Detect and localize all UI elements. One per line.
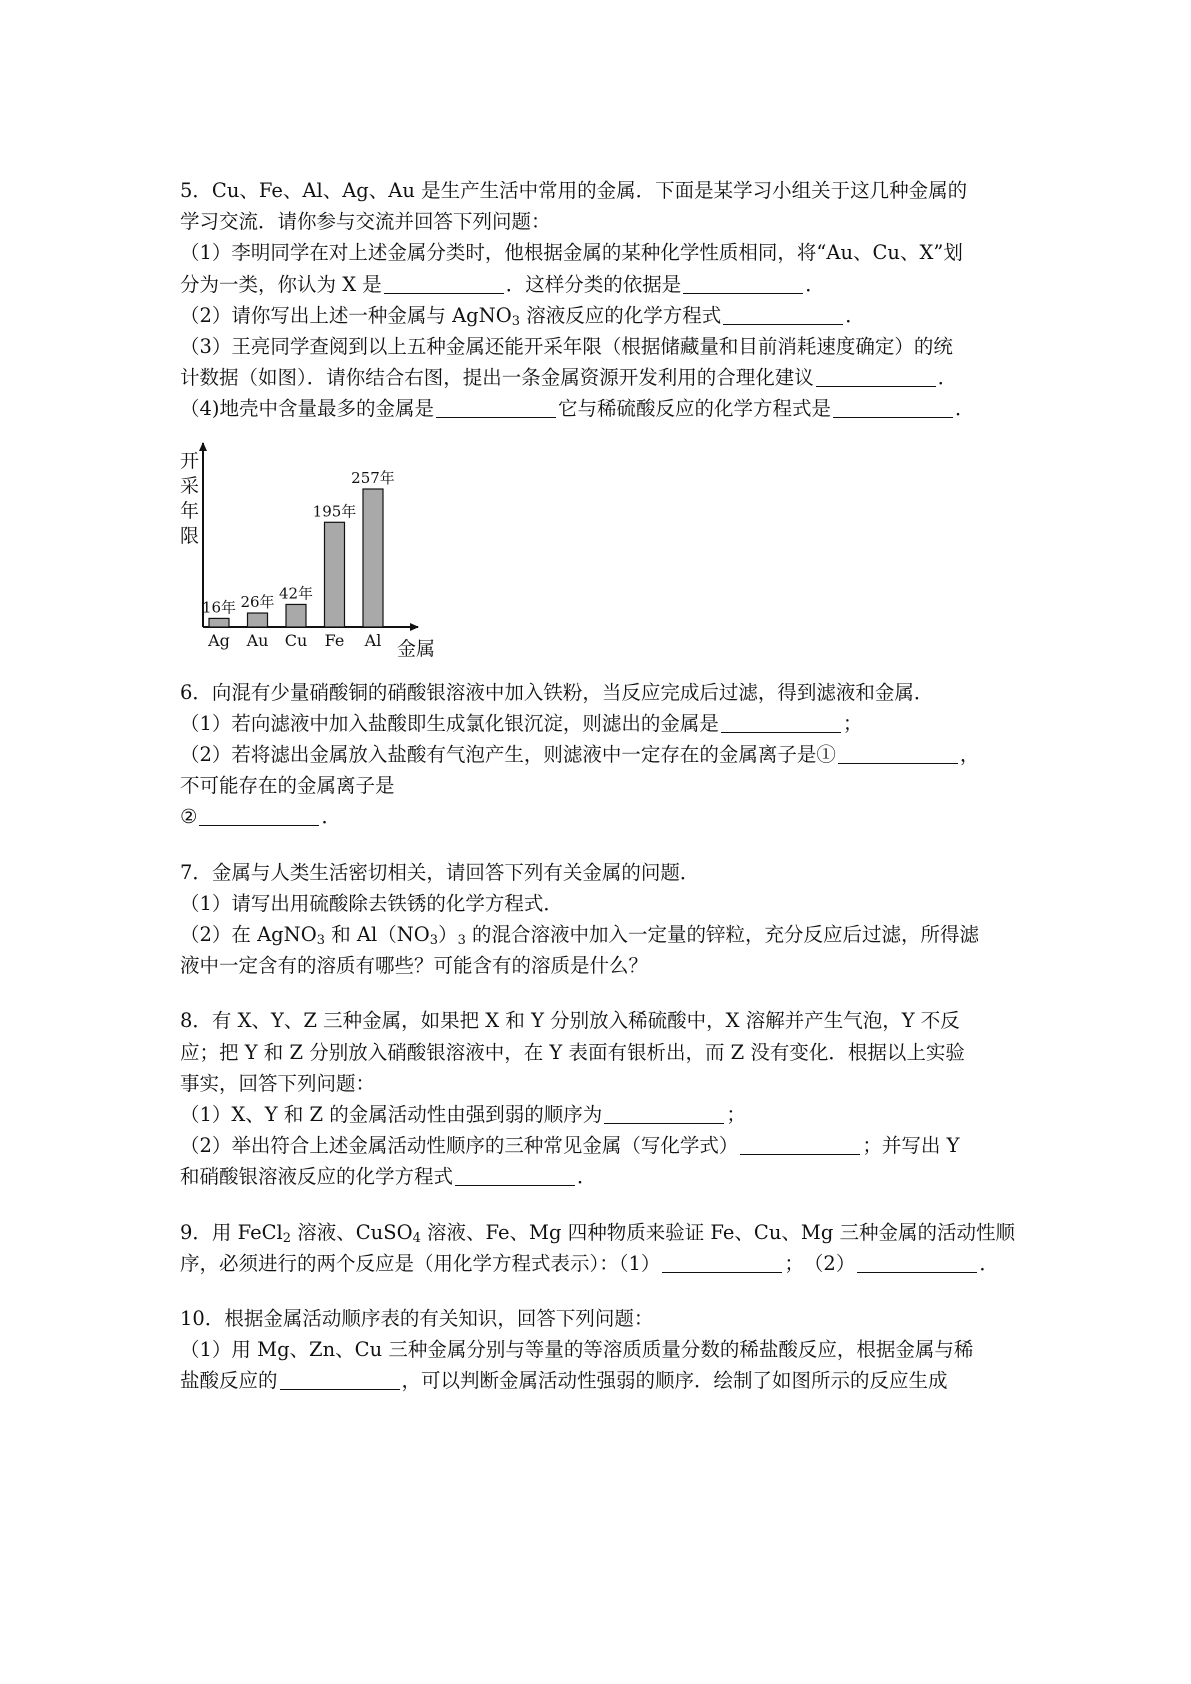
q5-part3-line-2: 计数据（如图）．请你结合右图，提出一条金属资源开发利用的合理化建议 ． (180, 366, 958, 390)
bar-cu (286, 604, 306, 627)
bar-au (248, 613, 268, 627)
q8-stem-line-2: 应；把 Y 和 Z 分别放入硝酸银溶液中，在 Y 表面有银析出，而 Z 没有变化．根据以上实验 (180, 1040, 965, 1064)
q7-part2-line-2: 液中一定含有的溶质有哪些？可能含有的溶质是什么？ (180, 954, 649, 978)
q8-part1: （1）X、Y 和 Z 的金属活动性由强到弱的顺序为 ； (180, 1103, 746, 1127)
category-label-al: Al (364, 630, 382, 650)
category-label-au: Au (246, 630, 269, 650)
answer-blank-three-metals[interactable] (740, 1134, 860, 1155)
question-5 (180, 175, 1012, 661)
q9-line-2: 序，必须进行的两个反应是（用化学方程式表示）：（1） ； （2） ． (180, 1251, 999, 1275)
q9-line-1: 9．用 FeCl$_2$ 溶液、CuSO$_4$ 溶液、Fe、Mg 四种物质来验证 Fe、Cu、Mg 三种金属的活动性顺 (180, 1220, 1016, 1246)
answer-blank-equation[interactable] (723, 304, 843, 325)
category-label-fe: Fe (324, 630, 345, 650)
bar-fe (325, 522, 345, 627)
answer-blank-basis[interactable] (683, 273, 803, 294)
category-label-cu: Cu (284, 630, 308, 650)
q5-part1-line-2: 分为一类，你认为 X 是 ．这样分类的依据是 ． (180, 272, 825, 296)
data-label-cu: 42年 (278, 584, 314, 603)
data-label-au: 26年 (240, 592, 275, 611)
q7-part2-line-1: （2）在 AgNO$_3$ 和 $Al(NO_3)_3$ 的混合溶液中加入一定量的锌粒，充分反应后过滤，所得滤 (180, 923, 980, 949)
q8-part2-line-1: （2）举出符合上述金属活动性顺序的三种常见金属（写化学式） ；并写出 Y (180, 1134, 960, 1158)
answer-blank-suggestion[interactable] (816, 366, 936, 387)
q6-part2-line-2: 不可能存在的金属离子是 (180, 774, 395, 798)
mining-years-bar-chart (180, 439, 450, 661)
data-label-fe: 195年 (312, 501, 357, 520)
q8-stem-line-3: 事实，回答下列问题： (180, 1071, 376, 1095)
question-8 (180, 1005, 1012, 1192)
q6-part2-line-1: （2）若将滤出金属放入盐酸有气泡产生，则滤液中一定存在的金属离子是① ， (180, 743, 980, 767)
q5-part2: （2）请你写出上述一种金属与 AgNO$_3$ 溶液反应的化学方程式 ． (180, 303, 865, 329)
question-10 (180, 1303, 1012, 1397)
questions (180, 175, 1016, 1397)
answer-blank-ion-2[interactable] (199, 805, 319, 826)
answer-blank-reaction-2[interactable] (857, 1252, 977, 1273)
answer-blank-reaction[interactable] (833, 397, 953, 418)
data-label-al: 257年 (351, 468, 395, 487)
answer-blank-x[interactable] (384, 273, 504, 294)
bar-ag (209, 618, 229, 627)
q5-part1-line-1: （1）李明同学在对上述金属分类时，他根据金属的某种化学性质相同，将“Au、Cu、X”划 (180, 241, 963, 265)
q6-stem: 6．向混有少量硝酸铜的硝酸银溶液中加入铁粉，当反应完成后过滤，得到滤液和金属． (180, 680, 934, 704)
q7-part1: （1）请写出用硫酸除去铁锈的化学方程式． (180, 891, 563, 915)
answer-blank-reaction-1[interactable] (662, 1252, 782, 1273)
q10-stem: 10．根据金属活动顺序表的有关知识，回答下列问题： (180, 1307, 654, 1331)
answer-blank-phenomenon[interactable] (280, 1369, 400, 1390)
answer-blank-metal[interactable] (436, 397, 556, 418)
y-axis-label: 开采年限 (180, 449, 200, 547)
q5-stem-line-1: 5．Cu、Fe、Al、Ag、Au 是生产生活中常用的金属．下面是某学习小组关于这几种金属的 (180, 179, 968, 202)
question-9 (180, 1217, 1016, 1279)
question-7 (180, 857, 1012, 982)
answer-blank-ion-1[interactable] (838, 743, 958, 764)
bar-al (363, 489, 383, 627)
q5-part3-line-1: （3）王亮同学查阅到以上五种金属还能开采年限（根据储藏量和目前消耗速度确定）的统 (180, 335, 953, 359)
x-axis-label: 金属 (397, 637, 436, 660)
answer-blank-order[interactable] (604, 1103, 724, 1124)
q5-part4: （4)地壳中含量最多的金属是 它与稀硫酸反应的化学方程式是 ． (180, 397, 975, 421)
q6-part1: （1）若向滤液中加入盐酸即生成氯化银沉淀，则滤出的金属是 ； (180, 711, 863, 735)
question-6 (180, 677, 1012, 833)
data-label-ag: 16年 (201, 598, 237, 617)
bars-group (202, 469, 395, 650)
q10-part1-line-1: （1）用 Mg、Zn、Cu 三种金属分别与等量的等溶质质量分数的稀盐酸反应，根据金属与稀 (180, 1338, 974, 1362)
q8-stem-line-1: 8．有 X、Y、Z 三种金属，如果把 X 和 Y 分别放入稀硫酸中，X 溶解并产生气泡，Y 不反 (180, 1009, 960, 1033)
category-label-ag: Ag (208, 630, 230, 650)
q6-part2-line-3: ② ． (180, 805, 341, 829)
q8-part2-line-2: 和硝酸银溶液反应的化学方程式 ． (180, 1165, 597, 1189)
q10-part1-line-2: 盐酸反应的 ，可以判断金属活动性强弱的顺序．绘制了如图所示的反应生成 (180, 1369, 948, 1393)
answer-blank-filtered-metal[interactable] (721, 712, 841, 733)
q7-stem: 7．金属与人类生活密切相关，请回答下列有关金属的问题． (180, 860, 700, 884)
q5-stem-line-2: 学习交流．请你参与交流并回答下列问题： (180, 210, 551, 234)
answer-blank-y-equation[interactable] (455, 1165, 575, 1186)
